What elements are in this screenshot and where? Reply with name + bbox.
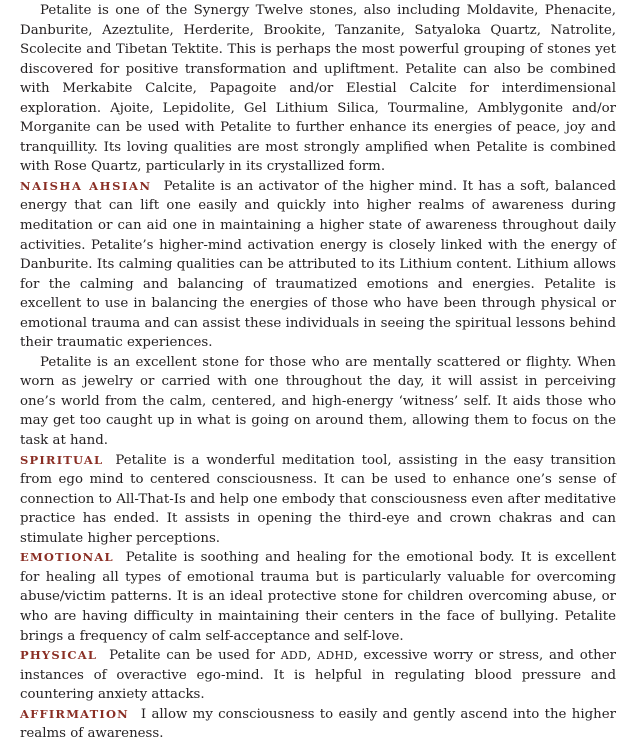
section-heading-emotional: EMOTIONAL: [20, 550, 114, 565]
section-heading-naisha-ahsian: NAISHA AHSIAN: [20, 178, 152, 193]
paragraph-text-after: , excessive worry or stress, and other instances of overactive ego-mind. It is helpful in regulating blood pressure and countering anxiety attacks.: [20, 648, 616, 703]
abbreviation-add: ADD: [280, 649, 308, 663]
section-heading-affirmation: AFFIRMATION: [20, 706, 129, 721]
abbreviation-adhd: ADHD: [317, 649, 354, 663]
paragraph-text: Petalite is soothing and healing for the emotional body. It is excellent for healing all types of emotional trauma but is particularly valuable for overcoming abuse/victim patterns. It is an ideal protective stone for children overcoming abuse, or who are having difficulty in maintaining their centers in the face of bullying. Petalite brings a frequency of calm self-acceptance and self-love.: [20, 550, 616, 644]
paragraph-text: Petalite is one of the Synergy Twelve stones, also including Moldavite, Phenacite, Danburite, Azeztulite, Herderite, Brookite, Tanzanite, Satyaloka Quartz, Natrolite, Scolecite and Tibetan Tektite. This is perhaps the most powerful grouping of stones yet discovered for positive transformation and upliftment. Petalite can also be combined with Merkabite Calcite, Papagoite and/or Elestial Calcite for interdimensional exploration. Ajoite, Lepidolite, Gel Lithium Silica, Tourmaline, Amblygonite and/or Morganite can be used with Petalite to further enhance its energies of peace, joy and tranquillity. Its loving qualities are most strongly amplified when Petalite is combined with Rose Quartz, particularly in its crystallized form.: [20, 3, 616, 175]
paragraph-text: Petalite is a wonderful meditation tool, assisting in the easy transition from ego mind to centered consciousness. It can be used to enhance one’s sense of connection to All-That-Is and help one embody that consciousness even after meditative practice has ended. It assists in opening the third-eye and crown chakras and can stimulate higher perceptions.: [20, 452, 616, 546]
paragraph-text: Petalite is an excellent stone for those who are mentally scattered or flighty. When worn as jewelry or carried with one throughout the day, it will assist in perceiving one’s world from the calm, centered, and high-energy ‘witness’ self. It aids those who may get too caught up in what is going on around them, allowing them to focus on the task at hand.: [20, 354, 616, 449]
paragraph-text: I allow my consciousness to easily and gently ascend into the higher realms of awareness.: [20, 706, 616, 742]
section-heading-physical: PHYSICAL: [20, 648, 98, 663]
paragraph-physical: [20, 646, 616, 705]
paragraph-synergy: [20, 1, 616, 177]
section-heading-spiritual: SPIRITUAL: [20, 452, 104, 467]
paragraph-text-mid: ,: [307, 648, 318, 664]
paragraph-scattered: [20, 353, 616, 451]
paragraph-affirmation: [20, 705, 616, 744]
paragraph-text-before: Petalite can be used for: [109, 648, 281, 664]
paragraph-naisha-ahsian: [20, 177, 616, 353]
paragraph-emotional: [20, 548, 616, 646]
document-page: [20, 1, 616, 744]
paragraph-spiritual: [20, 451, 616, 549]
paragraph-text: Petalite is an activator of the higher mind. It has a soft, balanced energy that can lift one easily and quickly into higher realms of awareness during meditation or can aid one in maintaining a higher state of awareness throughout daily activities. Petalite’s higher-mind activation energy is closely linked with the energy of Danburite. Its calming qualities can be attributed to its Lithium content. Lithium allows for the calming and balancing of traumatized emotions and energies. Petalite is excellent to use in balancing the energies of those who have been through physical or emotional trauma and can assist these individuals in seeing the spiritual lessons behind their traumatic experiences.: [20, 178, 616, 351]
